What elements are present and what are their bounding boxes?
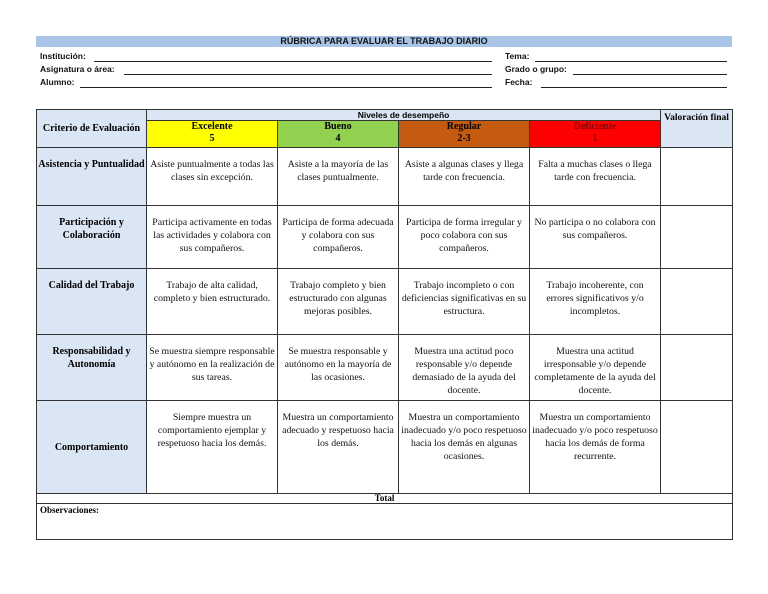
field-grado	[505, 63, 727, 76]
level-regular-name: Regular	[446, 121, 482, 132]
level-excelente-score: 5	[209, 133, 215, 144]
level-regular-score: 2-3	[457, 133, 471, 144]
criterion-asistencia: Asistencia y Puntualidad	[37, 148, 147, 206]
valoracion-cell[interactable]	[661, 335, 733, 401]
descriptor-cell: Muestra una actitud irresponsable y/o depende completamente de la ayuda del docente.	[530, 335, 661, 401]
valoracion-header: Valoración final	[661, 110, 733, 148]
level-deficiente-name: Deficiente	[573, 121, 617, 132]
observaciones-box[interactable]	[36, 503, 733, 540]
valoracion-cell[interactable]	[661, 148, 733, 206]
table-row	[37, 148, 733, 206]
level-deficiente-score: 1	[592, 133, 598, 144]
field-alumno-line[interactable]	[80, 87, 492, 88]
level-bueno	[278, 121, 399, 148]
observaciones-label: Observaciones:	[40, 505, 99, 515]
criterion-participacion: Participación y Colaboración	[37, 206, 147, 269]
level-bueno-name: Bueno	[324, 121, 352, 132]
niveles-header: Niveles de desempeño	[147, 110, 661, 121]
level-bueno-score: 4	[335, 133, 341, 144]
descriptor-cell: Trabajo incoherente, con errores significativos y/o incompletos.	[530, 269, 661, 335]
descriptor-cell: Se muestra siempre responsable y autónomo en la realización de sus tareas.	[147, 335, 278, 401]
descriptor-cell: Muestra una actitud poco responsable y/o depende demasiado de la ayuda del docente.	[399, 335, 530, 401]
table-row	[37, 269, 733, 335]
criterio-header: Criterio de Evaluación	[37, 110, 147, 148]
descriptor-cell: Se muestra responsable y autónomo en la mayoría de las ocasiones.	[278, 335, 399, 401]
field-alumno-label: Alumno:	[40, 77, 75, 87]
field-asignatura-label: Asignatura o área:	[40, 64, 115, 74]
descriptor-cell: Falta a muchas clases o llega tarde con frecuencia.	[530, 148, 661, 206]
table-row	[37, 206, 733, 269]
descriptor-cell: Muestra un comportamiento inadecuado y/o poco respetuoso hacia los demás de forma recurrente.	[530, 401, 661, 494]
field-fecha-line[interactable]	[541, 87, 727, 88]
descriptor-cell: Asiste puntualmente a todas las clases sin excepción.	[147, 148, 278, 206]
level-excelente	[147, 121, 278, 148]
criterion-calidad: Calidad del Trabajo	[37, 269, 147, 335]
field-tema-line[interactable]	[535, 61, 727, 62]
field-tema-label: Tema:	[505, 51, 530, 61]
valoracion-cell[interactable]	[661, 206, 733, 269]
document-title: RÚBRICA PARA EVALUAR EL TRABAJO DIARIO	[36, 36, 732, 47]
descriptor-cell: Muestra un comportamiento inadecuado y/o poco respetuoso hacia los demás en algunas ocasiones.	[399, 401, 530, 494]
field-grado-line[interactable]	[573, 74, 727, 75]
descriptor-cell: Participa de forma adecuada y colabora con sus compañeros.	[278, 206, 399, 269]
level-regular	[399, 121, 530, 148]
field-institucion-label: Institución:	[40, 51, 86, 61]
descriptor-cell: Trabajo incompleto o con deficiencias significativas en su estructura.	[399, 269, 530, 335]
descriptor-cell: Asiste a algunas clases y llega tarde con frecuencia.	[399, 148, 530, 206]
field-institucion	[40, 50, 492, 63]
field-tema	[505, 50, 727, 63]
field-institucion-line[interactable]	[94, 61, 492, 62]
field-alumno	[40, 76, 492, 89]
descriptor-cell: Muestra un comportamiento adecuado y respetuoso hacia los demás.	[278, 401, 399, 494]
descriptor-cell: Asiste a la mayoría de las clases puntualmente.	[278, 148, 399, 206]
descriptor-cell: Trabajo completo y bien estructurado con algunas mejoras posibles.	[278, 269, 399, 335]
descriptor-cell: Trabajo de alta calidad, completo y bien estructurado.	[147, 269, 278, 335]
field-fecha	[505, 76, 727, 89]
level-deficiente	[530, 121, 661, 148]
descriptor-cell: Siempre muestra un comportamiento ejemplar y respetuoso hacia los demás.	[147, 401, 278, 494]
table-row	[37, 335, 733, 401]
field-asignatura	[40, 63, 492, 76]
field-grado-label: Grado o grupo:	[505, 64, 567, 74]
valoracion-cell[interactable]	[661, 269, 733, 335]
field-asignatura-line[interactable]	[124, 74, 492, 75]
descriptor-cell: Participa de forma irregular y poco colabora con sus compañeros.	[399, 206, 530, 269]
criterion-comportamiento: Comportamiento	[37, 401, 147, 494]
level-excelente-name: Excelente	[191, 121, 233, 132]
descriptor-cell: No participa o no colabora con sus compañeros.	[530, 206, 661, 269]
table-row	[37, 401, 733, 494]
total-label: Total	[37, 494, 733, 504]
valoracion-cell[interactable]	[661, 401, 733, 494]
field-fecha-label: Fecha:	[505, 77, 533, 87]
criterion-responsabilidad: Responsabilidad y Autonomía	[37, 335, 147, 401]
rubric-table	[36, 109, 733, 504]
descriptor-cell: Participa activamente en todas las actividades y colabora con sus compañeros.	[147, 206, 278, 269]
